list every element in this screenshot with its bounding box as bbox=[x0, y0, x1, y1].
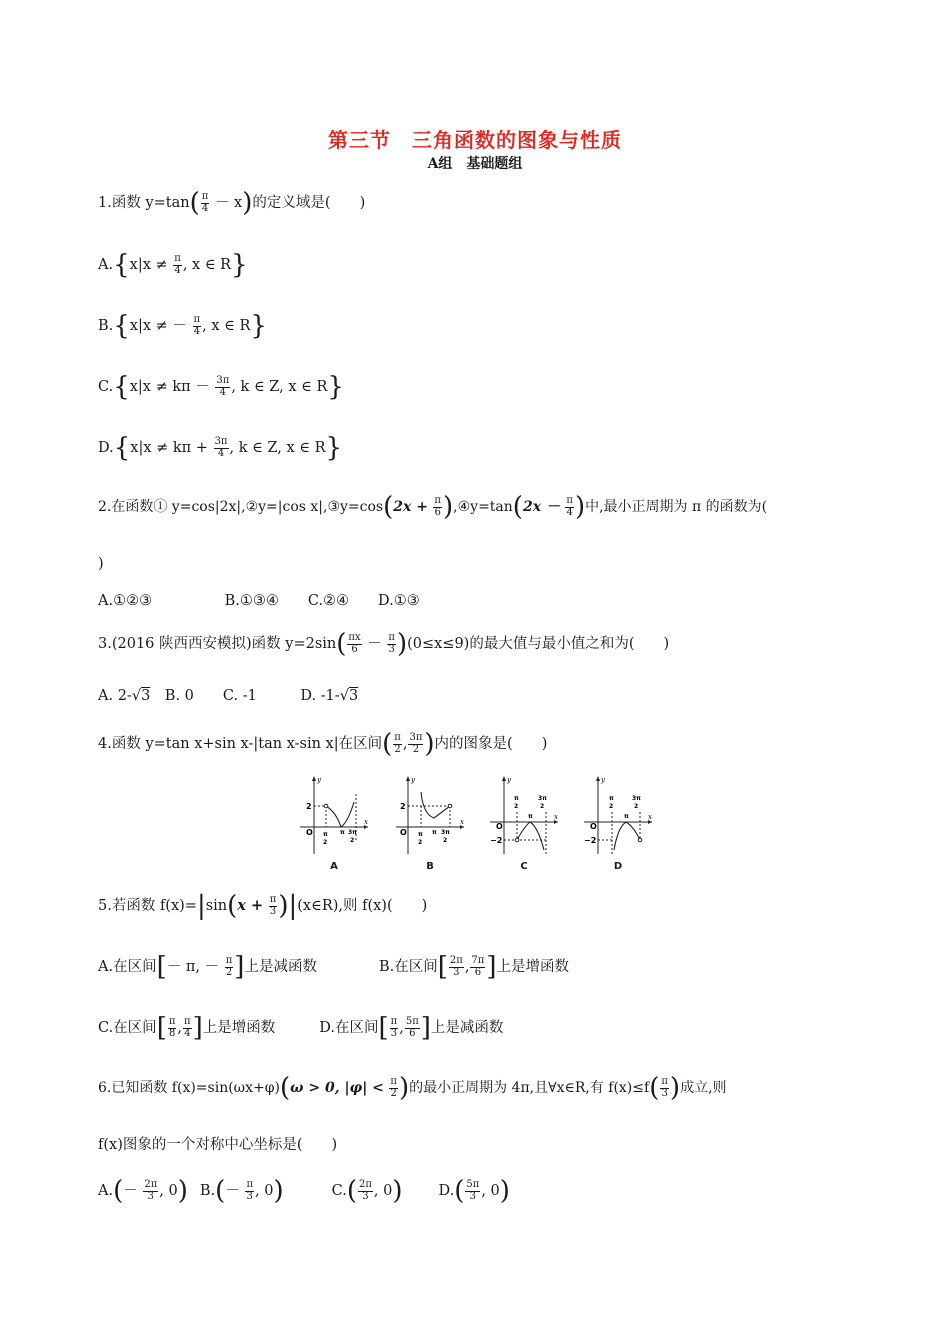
question-5-options-cd: C.在区间[ $\frac{\pi}{8}$ , $\frac{\pi}{4}$ ]上是增函数 D.在区间[ $\frac{\pi}{3}$ , $\frac{5\pi}{6}$ ]上是减函数 bbox=[98, 1013, 504, 1043]
svg-text:−2: −2 bbox=[584, 836, 597, 845]
svg-text:O: O bbox=[400, 828, 407, 837]
svg-text:2: 2 bbox=[443, 837, 448, 844]
fraction: $\frac{\pi}{4}$ bbox=[201, 191, 209, 214]
graph-d-label: D bbox=[613, 861, 623, 872]
graph-b-plot bbox=[394, 772, 466, 856]
svg-text:π: π bbox=[340, 829, 345, 836]
question-6-stem: 6.已知函数 f(x)=sin(ωx+φ)(ω > 0, |φ| < $\frac{\pi}{2}$ )的最小正周期为 4π,且∀x∈R,有 f(x)≤f( $\frac{\pi}{3}$ )成立,则 bbox=[98, 1073, 727, 1103]
question-2-stem-end: ) bbox=[98, 556, 104, 572]
svg-text:3π: 3π bbox=[441, 829, 450, 836]
svg-text:2: 2 bbox=[514, 803, 519, 810]
svg-text:x: x bbox=[364, 818, 368, 826]
svg-text:O: O bbox=[496, 822, 503, 831]
question-3-stem: 3.(2016 陕西西安模拟)函数 y=2sin( $\frac{\pi x}{6}$ － $\frac{\pi}{3}$ )(0≤x≤9)的最大值与最小值之和为( ) bbox=[98, 629, 670, 659]
svg-text:x: x bbox=[460, 818, 464, 826]
svg-text:y: y bbox=[601, 776, 605, 784]
svg-text:2: 2 bbox=[400, 802, 406, 811]
svg-text:y: y bbox=[317, 776, 321, 784]
group-subtitle: A组 基础题组 bbox=[427, 156, 523, 172]
svg-text:π: π bbox=[624, 813, 629, 820]
graph-a-plot bbox=[298, 772, 370, 856]
graph-c-plot bbox=[488, 772, 560, 856]
svg-text:3π: 3π bbox=[632, 795, 641, 802]
svg-text:π: π bbox=[323, 831, 328, 838]
question-1-option-b: B.{x|x ≠ － $\frac{\pi}{4}$ , x ∈ R} bbox=[98, 311, 267, 341]
question-4-graphs bbox=[298, 772, 658, 872]
question-1-option-d: D.{x|x ≠ kπ + $\frac{3\pi}{4}$ , k ∈ Z, x ∈ R} bbox=[98, 433, 343, 463]
svg-text:y: y bbox=[411, 776, 415, 784]
question-6-options: A.(－ $\frac{2\pi}{3}$ , 0) B.(－ $\frac{\pi}{3}$ , 0) C.( $\frac{2\pi}{3}$ , 0) D.( $\frac{5\pi}{3}$ , 0) bbox=[98, 1176, 510, 1206]
graph-d-plot bbox=[582, 772, 654, 856]
graph-a bbox=[298, 772, 370, 872]
question-1-option-a: A.{x|x ≠ $\frac{\pi}{4}$ , x ∈ R} bbox=[98, 250, 248, 280]
svg-text:x: x bbox=[554, 813, 558, 821]
svg-text:π: π bbox=[432, 829, 437, 836]
svg-text:x: x bbox=[648, 813, 652, 821]
question-1-stem: 1.函数 y=tan( $\frac{\pi}{4}$ － x)的定义域是( ) bbox=[98, 188, 366, 218]
graph-c-label: C bbox=[520, 861, 528, 872]
svg-text:y: y bbox=[507, 776, 511, 784]
svg-text:O: O bbox=[590, 822, 597, 831]
svg-text:3π: 3π bbox=[538, 795, 547, 802]
svg-text:π: π bbox=[528, 813, 533, 820]
graph-b bbox=[394, 772, 466, 872]
svg-text:O: O bbox=[306, 828, 313, 837]
graph-b-label: B bbox=[426, 861, 434, 872]
question-2-stem: 2.在函数① y=cos|2x|,②y=|cos x|,③y=cos(2x + $\frac{\pi}{6}$ ),④y=tan(2x － $\frac{\pi}{4}$ )中,最小正周期为 π 的函数为( bbox=[98, 492, 768, 522]
svg-text:−2: −2 bbox=[490, 836, 503, 845]
question-5-stem: 5.若函数 f(x)=|sin(x + $\frac{\pi}{3}$ )|(x∈R),则 f(x)( ) bbox=[98, 891, 428, 921]
svg-text:2: 2 bbox=[418, 839, 423, 846]
svg-text:2: 2 bbox=[323, 839, 328, 846]
question-6-stem-2: f(x)图象的一个对称中心坐标是( ) bbox=[98, 1137, 338, 1153]
svg-text:2: 2 bbox=[350, 837, 355, 844]
svg-text:3π: 3π bbox=[348, 829, 357, 836]
svg-text:π: π bbox=[418, 831, 423, 838]
svg-text:π: π bbox=[514, 795, 519, 802]
question-2-options: A.①②③ B.①③④ C.②④ D.①③ bbox=[98, 593, 420, 609]
svg-text:π: π bbox=[609, 795, 614, 802]
question-4-stem: 4.函数 y=tan x+sin x-|tan x-sin x|在区间( $\frac{\pi}{2}$ , $\frac{3\pi}{2}$ )内的图象是( ) bbox=[98, 729, 548, 759]
question-5-options-ab: A.在区间[－ π, － $\frac{\pi}{2}$ ]上是减函数 B.在区间[ $\frac{2\pi}{3}$ , $\frac{7\pi}{6}$ ]上是增函数 bbox=[98, 952, 570, 982]
question-3-options: A. 2-√3 B. 0 C. -1 D. -1-√3 bbox=[98, 688, 359, 704]
svg-text:2: 2 bbox=[634, 803, 639, 810]
graph-d bbox=[582, 772, 654, 872]
svg-text:2: 2 bbox=[609, 803, 614, 810]
svg-text:2: 2 bbox=[306, 802, 312, 811]
svg-text:2: 2 bbox=[540, 803, 545, 810]
graph-c bbox=[488, 772, 560, 872]
question-1-option-c: C.{x|x ≠ kπ － $\frac{3\pi}{4}$ , k ∈ Z, x ∈ R} bbox=[98, 372, 344, 402]
section-title: 第三节 三角函数的图象与性质 bbox=[328, 128, 622, 152]
graph-a-label: A bbox=[330, 861, 338, 872]
